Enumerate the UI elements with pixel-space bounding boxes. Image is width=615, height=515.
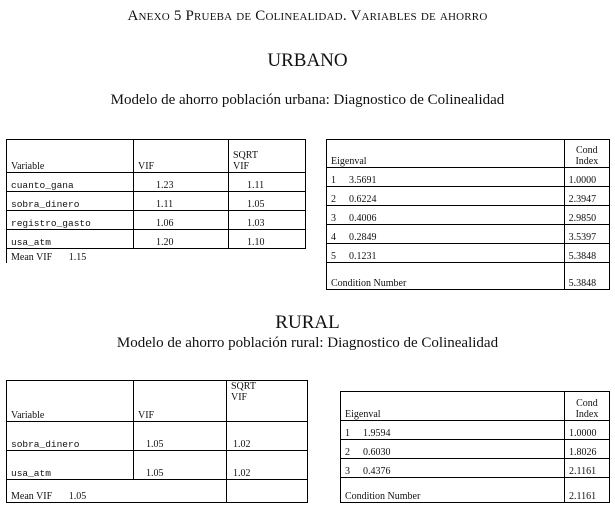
- eigenval-cell: 0.1231: [345, 244, 564, 263]
- table-row: [7, 192, 306, 211]
- col-header-index: Index: [575, 409, 599, 420]
- eigen-index: 2: [327, 187, 346, 206]
- table-row: [341, 459, 610, 478]
- col-header-sqrt: SQRT: [233, 150, 258, 161]
- eigenval-cell: 1.9594: [359, 421, 564, 440]
- variable-cell: usa_atm: [7, 230, 134, 249]
- rural-heading: RURAL: [275, 312, 340, 333]
- rural-subtitle: Modelo de ahorro población rural: Diagnostico de Colinealidad: [116, 335, 499, 351]
- col-header-vif: VIF: [138, 161, 155, 172]
- col-header-variable: Variable: [11, 161, 45, 172]
- eigen-index: 1: [327, 168, 346, 187]
- mean-vif-label: Mean VIF: [11, 252, 53, 263]
- col-header-sqrt-vif: VIF: [233, 161, 250, 172]
- variable-cell: sobra_dinero: [7, 422, 134, 451]
- sqrt-cell: 1.03: [229, 211, 306, 230]
- cond-index-cell: 2.1161: [564, 459, 609, 478]
- vif-cell: 1.05: [134, 451, 227, 480]
- cond-index-cell: 1.0000: [564, 168, 609, 187]
- eigen-index: 3: [341, 459, 360, 478]
- vif-cell: 1.06: [134, 211, 229, 230]
- mean-vif-label: Mean VIF: [11, 491, 53, 502]
- vif-cell: 1.11: [134, 192, 229, 211]
- condition-number-value: 2.1161: [564, 478, 609, 503]
- col-header-sqrt: SQRT: [231, 381, 256, 392]
- eigen-index: 1: [341, 421, 360, 440]
- table-row: [341, 421, 610, 440]
- variable-cell: cuanto_gana: [7, 173, 134, 192]
- condition-number-value: 5.3848: [564, 263, 609, 290]
- sqrt-cell: 1.11: [229, 173, 306, 192]
- sqrt-cell: 1.10: [229, 230, 306, 249]
- cond-index-cell: 2.3947: [564, 187, 609, 206]
- col-header-vif: VIF: [138, 410, 155, 421]
- table-row: [7, 451, 308, 480]
- condition-number-label: Condition Number: [341, 478, 565, 503]
- vif-cell: 1.05: [134, 422, 227, 451]
- eigen-index: 5: [327, 244, 346, 263]
- table-row: [327, 225, 610, 244]
- table-row: [7, 422, 308, 451]
- variable-cell: registro_gasto: [7, 211, 134, 230]
- mean-vif-value: 1.15: [68, 252, 87, 263]
- document-title: Anexo 5 Prueba de Colinealidad. Variables de ahorro: [127, 8, 488, 24]
- col-header-cond: Cond: [576, 145, 598, 156]
- rural-eigen-table: [340, 391, 610, 503]
- table-row: [327, 168, 610, 187]
- eigen-index: 3: [327, 206, 346, 225]
- vif-cell: 1.20: [134, 230, 229, 249]
- col-header-eigenval: Eigenval: [345, 409, 381, 420]
- col-header-sqrt-vif: VIF: [231, 392, 248, 403]
- urbano-heading: URBANO: [267, 50, 348, 71]
- urbano-vif-table: [6, 139, 306, 263]
- eigenval-cell: 0.4376: [359, 459, 564, 478]
- table-row: [327, 206, 610, 225]
- mean-vif-value: 1.05: [68, 491, 87, 502]
- col-header-index: Index: [575, 156, 599, 167]
- cond-index-cell: 1.8026: [564, 440, 609, 459]
- table-row: [7, 211, 306, 230]
- cond-index-cell: 3.5397: [564, 225, 609, 244]
- vif-cell: 1.23: [134, 173, 229, 192]
- variable-cell: usa_atm: [7, 451, 134, 480]
- variable-cell: sobra_dinero: [7, 192, 134, 211]
- condition-number-label: Condition Number: [327, 263, 565, 290]
- rural-vif-table: [6, 380, 308, 503]
- table-row: [7, 230, 306, 249]
- urbano-subtitle: Modelo de ahorro población urbana: Diagnostico de Colinealidad: [110, 92, 505, 108]
- table-row: [327, 244, 610, 263]
- sqrt-cell: 1.05: [229, 192, 306, 211]
- eigenval-cell: 0.6030: [359, 440, 564, 459]
- sqrt-cell: 1.02: [227, 422, 308, 451]
- table-row: [7, 173, 306, 192]
- sqrt-cell: 1.02: [227, 451, 308, 480]
- eigenval-cell: 0.4006: [345, 206, 564, 225]
- mean-vif-row: [7, 249, 306, 264]
- eigen-index: 4: [327, 225, 346, 244]
- table-row: [327, 187, 610, 206]
- mean-vif-row: [7, 480, 227, 503]
- eigen-index: 2: [341, 440, 360, 459]
- cond-index-cell: 2.9850: [564, 206, 609, 225]
- col-header-eigenval: Eigenval: [331, 156, 367, 167]
- col-header-cond: Cond: [576, 398, 598, 409]
- urbano-eigen-table: [326, 139, 610, 290]
- eigenval-cell: 0.2849: [345, 225, 564, 244]
- eigenval-cell: 3.5691: [345, 168, 564, 187]
- col-header-variable: Variable: [11, 410, 45, 421]
- cond-index-cell: 5.3848: [564, 244, 609, 263]
- table-row: [341, 440, 610, 459]
- cond-index-cell: 1.0000: [564, 421, 609, 440]
- eigenval-cell: 0.6224: [345, 187, 564, 206]
